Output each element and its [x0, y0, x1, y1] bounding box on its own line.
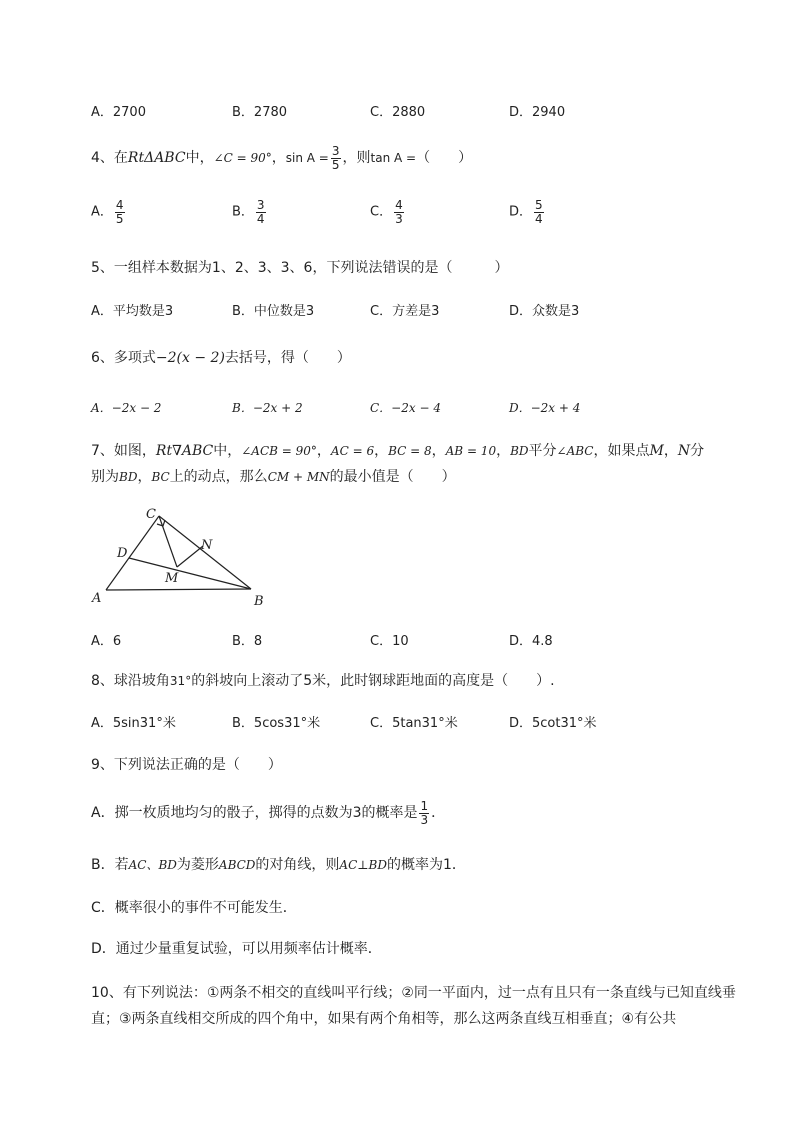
q6-option-b: B．−2x + 2	[232, 401, 303, 415]
q6-option-d: D．−2x + 4	[509, 401, 581, 415]
q4-option-d: D． $\frac{5}{4}$	[509, 198, 543, 226]
q3-option-c: C．2880	[370, 105, 426, 120]
q9-option-c: C．概率很小的事件不可能发生．	[91, 900, 297, 916]
label-n: N	[201, 538, 213, 553]
segment-mn	[177, 546, 203, 567]
question-7-line-1: 7、如图，Rt∇ABC中，∠ACB = 90°，AC = 6，BC = 8，AB = 10，BD平分∠ABC，如果点M，N分	[91, 443, 705, 459]
q7-option-a: A．6	[91, 634, 122, 649]
q4-option-a: A． $\frac{4}{5}$	[91, 198, 124, 226]
q3-option-d: D．2940	[509, 105, 566, 120]
q8-option-b: B．5cos31°米	[232, 716, 321, 731]
q7-option-c: C．10	[370, 634, 409, 649]
q7-option-d: D．4.8	[509, 634, 553, 649]
q4-text: ，	[271, 150, 286, 166]
q5-option-a: A．平均数是3	[91, 304, 174, 319]
q8-option-c: C．5tan31°米	[370, 716, 458, 731]
q4-sin: sin A =	[285, 151, 329, 165]
q9-option-d: D．通过少量重复试验，可以用频率估计概率．	[91, 941, 382, 957]
q4-text: 中，	[185, 150, 214, 166]
q4-angle: ∠C = 90°	[213, 151, 272, 165]
q4-tan: tan A =	[370, 151, 417, 165]
q4-option-b: B． $\frac{3}{4}$	[232, 198, 265, 226]
label-b: B	[254, 594, 264, 609]
question-9-stem: 9、下列说法正确的是（ ）	[91, 757, 282, 773]
q6-expression: −2(x − 2)	[155, 350, 225, 366]
q4-triangle: RtΔABC	[127, 150, 186, 166]
q9-option-b: B．若AC、BD为菱形ABCD的对角线，则AC⊥BD的概率为1．	[91, 857, 466, 873]
q4-option-c: C． $\frac{4}{3}$	[370, 198, 403, 226]
q3-option-a: A．2700	[91, 105, 146, 120]
q8-option-a: A．5sin31°米	[91, 716, 176, 731]
question-4-stem	[91, 142, 472, 174]
q7-triangle-figure	[88, 505, 278, 610]
q4-text: ，则	[342, 150, 371, 166]
label-a: A	[92, 591, 102, 606]
q6-option-c: C．−2x − 4	[370, 401, 441, 415]
q4-prefix: 4、在	[91, 150, 128, 166]
q5-option-c: C．方差是3	[370, 304, 440, 319]
q5-option-d: D．众数是3	[509, 304, 580, 319]
side-ab	[106, 589, 251, 590]
question-10-stem: 10、有下列说法：①两条不相交的直线叫平行线；②同一平面内，过一点有且只有一条直线与已知直线垂直；③两条直线相交所成的四个角中，如果有两个角相等，那么这两条直线互相垂直；④有公共	[91, 985, 736, 1027]
bisector-bd	[129, 558, 251, 589]
side-ac	[106, 516, 159, 590]
label-d: D	[117, 546, 128, 561]
question-6-stem: 6、多项式−2(x − 2)去括号，得（ ）	[91, 350, 351, 366]
q4-answer-blank: （ ）	[416, 150, 473, 166]
q9-option-a: A．掷一枚质地均匀的骰子，掷得的点数为3的概率是 $\frac{1}{3}$ ．	[91, 798, 446, 827]
label-m: M	[165, 571, 179, 586]
q7-option-b: B．8	[232, 634, 263, 649]
q8-option-d: D．5cot31°米	[509, 716, 597, 731]
q3-option-b: B．2780	[232, 105, 288, 120]
question-8-stem: 8、球沿坡角31°的斜坡向上滚动了5米，此时钢球距地面的高度是（ ）.	[91, 673, 555, 689]
label-c: C	[146, 507, 156, 522]
question-5-stem: 5、一组样本数据为1、2、3、3、6，下列说法错误的是（ ）	[91, 260, 509, 276]
q5-option-b: B．中位数是3	[232, 304, 315, 319]
q6-option-a: A．−2x − 2	[91, 401, 162, 415]
q4-sin-fraction: $\frac{3}{5}$	[331, 143, 340, 172]
question-7-line-2: 别为BD，BC上的动点，那么CM + MN的最小值是（ ）	[91, 469, 456, 485]
